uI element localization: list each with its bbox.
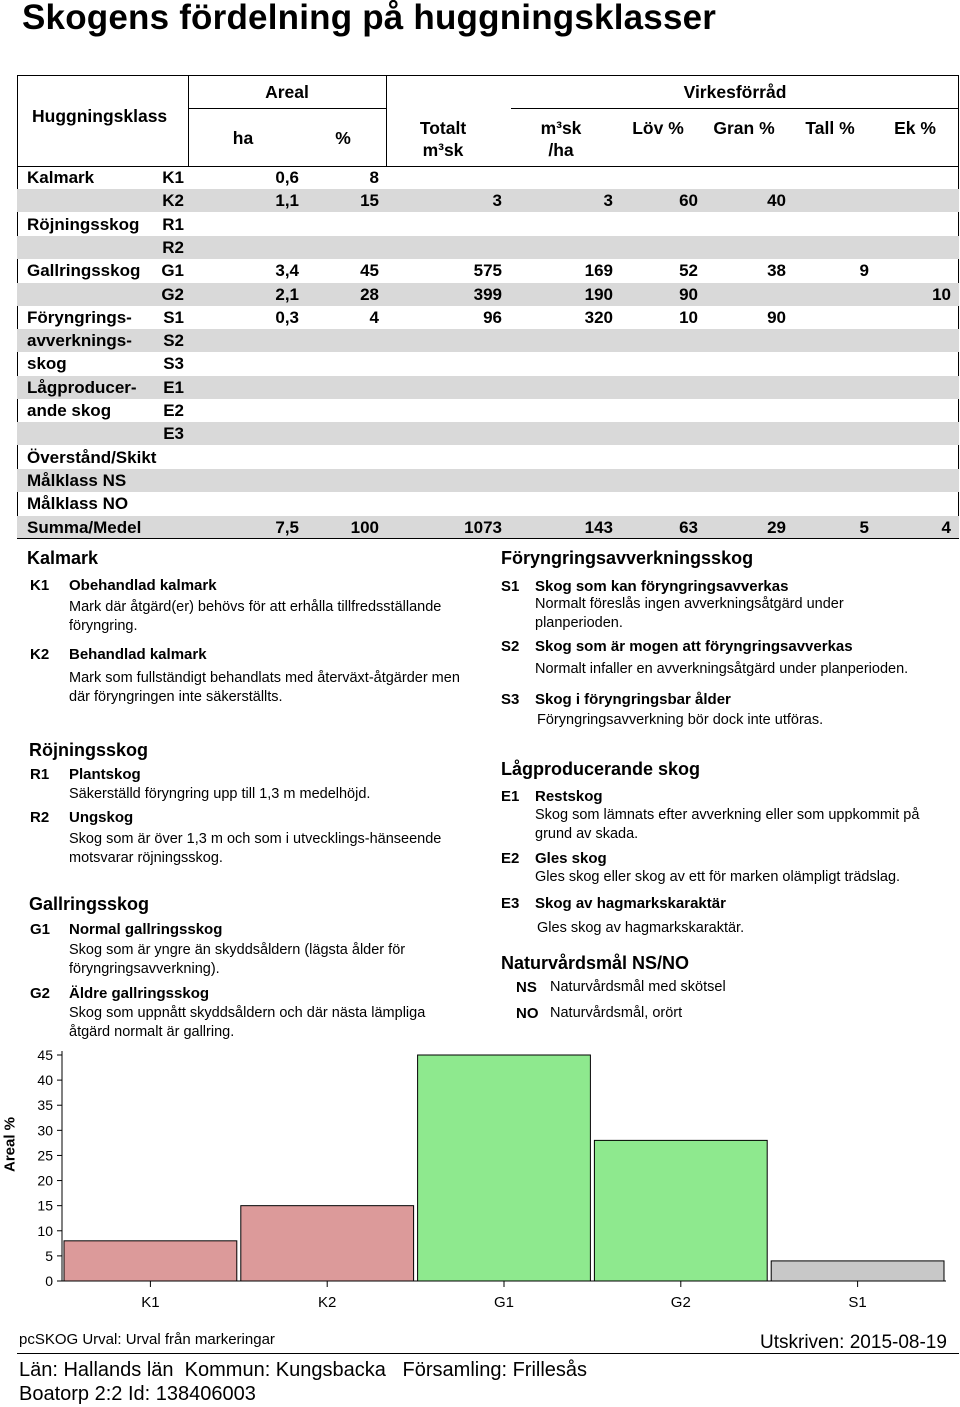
legend-text: Mark som fullständigt behandlats med återväxt-åtgärder men där föryngringen inte säkerställts. xyxy=(69,670,460,705)
y-tick-label: 20 xyxy=(37,1172,53,1189)
table-cell-tall: 9 xyxy=(859,261,869,281)
legend-text: Skog som uppnått skyddsåldern och där nästa lämpliga åtgärd normalt är gallring. xyxy=(69,1005,426,1040)
x-tick-label: K2 xyxy=(318,1294,337,1311)
table-cell-group: Lågproducer- xyxy=(27,377,137,397)
legend-code: R1 xyxy=(30,766,50,783)
header-huggningsklass: Huggningsklass xyxy=(32,106,168,126)
legend-text: Föryngringsavverkning bör dock inte utföras. xyxy=(537,712,824,728)
x-tick-label: G1 xyxy=(493,1294,515,1311)
header-gran: Gran % xyxy=(713,118,775,138)
table-cell-lov: 63 xyxy=(679,517,698,537)
table-cell-m3ha: 190 xyxy=(584,284,613,304)
legend-title: Skog i föryngringsbar ålder xyxy=(535,691,731,708)
legend-code: NO xyxy=(516,1005,539,1022)
table-cell-m3ha: 320 xyxy=(584,307,613,327)
header-totalt: Totalt xyxy=(419,118,467,138)
table-row xyxy=(17,166,959,189)
table-cell-code: E3 xyxy=(163,424,184,444)
table-cell-pct: 100 xyxy=(350,517,379,537)
legend-title: Obehandlad kalmark xyxy=(69,577,217,594)
legend-title: Ungskog xyxy=(69,809,134,826)
table-cell-pct: 8 xyxy=(369,168,379,187)
table-cell-gran: 38 xyxy=(767,261,786,281)
table-row xyxy=(17,492,959,515)
legend-code: K1 xyxy=(30,577,50,594)
legend-text: Skog som är över 1,3 m och som i utvecklings-hänseende motsvarar röjningsskog. xyxy=(69,831,442,866)
legend-text: Gles skog av hagmarkskaraktär. xyxy=(537,920,745,936)
table-cell-pct: 28 xyxy=(360,284,379,304)
footer-program: pcSKOG Urval: Urval från markeringar xyxy=(19,1331,275,1348)
table-cell-code: S2 xyxy=(163,331,184,351)
table-cell-group: Kalmark xyxy=(27,168,95,187)
footer-location: Län: Hallands län Kommun: Kungsbacka Församling: Frillesås xyxy=(19,1359,588,1381)
legend-title: Skog som är mogen att föryngringsavverkas xyxy=(535,638,853,655)
table-cell-m3ha: 3 xyxy=(603,191,613,211)
table-cell-group: skog xyxy=(27,354,67,374)
table-cell-tot: 1073 xyxy=(464,517,502,537)
table-cell-ha: 2,1 xyxy=(275,284,299,304)
table-cell-code: R2 xyxy=(162,237,184,257)
table-cell-code: E2 xyxy=(163,401,184,420)
table-cell-pct: 4 xyxy=(369,307,379,327)
header-areal: Areal xyxy=(265,82,309,102)
table-cell-lov: 52 xyxy=(679,261,698,281)
legend-heading-foryngring: Föryngringsavverkningsskog xyxy=(501,548,754,568)
footer-printed-date: Utskriven: 2015-08-19 xyxy=(760,1332,947,1353)
legend-title: Gles skog xyxy=(535,850,607,867)
legend-title: Restskog xyxy=(535,788,603,805)
header-virkesforrad: Virkesförråd xyxy=(683,82,787,102)
y-tick-label: 35 xyxy=(37,1097,53,1114)
table-cell-group: Målklass NO xyxy=(27,494,129,514)
bar-chart xyxy=(0,1040,960,1320)
table-cell-ha: 0,3 xyxy=(275,307,299,327)
table-cell-group: Föryngrings- xyxy=(27,307,132,327)
table-row xyxy=(17,306,959,329)
y-tick-label: 5 xyxy=(45,1247,53,1264)
table-cell-ek: 10 xyxy=(932,284,951,304)
legend-heading-lagproducerande: Lågproducerande skog xyxy=(501,759,701,779)
legend-text: Naturvårdsmål, orört xyxy=(550,1005,683,1021)
header-tall: Tall % xyxy=(805,118,855,138)
table-cell-ha: 7,5 xyxy=(275,517,299,537)
table-row xyxy=(17,189,959,212)
header-pct: % xyxy=(335,128,351,148)
footer-divider xyxy=(17,1353,959,1354)
legend-heading-gallringsskog: Gallringsskog xyxy=(29,894,150,914)
header-ha: ha xyxy=(232,128,254,148)
table-cell-code: S1 xyxy=(163,307,184,327)
table-cell-group: avverknings- xyxy=(27,331,132,351)
legend-title: Plantskog xyxy=(69,766,141,783)
table-cell-code: R1 xyxy=(162,214,184,234)
table-cell-group: Överstånd/Skikt xyxy=(27,447,157,467)
table-row xyxy=(17,376,959,399)
legend-heading-kalmark: Kalmark xyxy=(27,548,99,568)
table-cell-group: Röjningsskog xyxy=(27,214,140,234)
bar-k1 xyxy=(64,1241,237,1281)
header-m3skha-unit: /ha xyxy=(548,140,574,160)
header-m3skha: m³sk xyxy=(540,118,582,138)
table-row xyxy=(17,329,959,352)
table-cell-gran: 29 xyxy=(767,517,786,537)
table-cell-tall: 5 xyxy=(859,517,869,537)
y-tick-label: 15 xyxy=(37,1197,53,1214)
chart-y-axis-title: Areal % xyxy=(1,1116,19,1173)
table-row xyxy=(17,236,959,259)
table-cell-ha: 0,6 xyxy=(275,168,299,187)
header-ek: Ek % xyxy=(894,118,936,138)
legend-text: Normalt föreslås ingen avverkningsåtgärd under planperioden. xyxy=(535,596,844,631)
legend-code: G1 xyxy=(30,921,51,938)
legend-heading-naturvard: Naturvårdsmål NS/NO xyxy=(501,953,690,973)
legend-title: Skog av hagmarkskaraktär xyxy=(535,895,726,912)
table-cell-group: Målklass NS xyxy=(27,470,127,490)
x-tick-label: S1 xyxy=(848,1294,867,1311)
legend-code: E2 xyxy=(501,850,520,867)
table-cell-group: Gallringsskog xyxy=(27,261,141,281)
table-cell-lov: 60 xyxy=(679,191,698,211)
legend-code: S1 xyxy=(501,578,520,595)
y-tick-label: 45 xyxy=(37,1047,53,1063)
page-title: Skogens fördelning på huggningsklasser xyxy=(22,0,717,37)
table-cell-m3ha: 169 xyxy=(584,261,613,281)
table-row xyxy=(17,422,959,445)
legend-title: Normal gallringsskog xyxy=(69,921,223,938)
table-cell-code: S3 xyxy=(163,354,184,374)
y-tick-label: 40 xyxy=(37,1072,53,1089)
table-cell-ha: 3,4 xyxy=(275,261,299,281)
legend-code: E3 xyxy=(501,895,520,912)
legend-code: S2 xyxy=(501,638,520,655)
legend-text: Skog som är yngre än skyddsåldern (lägsta ålder för föryngringsavverkning). xyxy=(69,942,406,977)
table-cell-pct: 15 xyxy=(360,191,379,211)
table-cell-ek: 4 xyxy=(941,517,951,537)
footer-property: Boatorp 2:2 Id: 138406003 xyxy=(19,1383,256,1405)
legend-text: Normalt infaller en avverkningsåtgärd under planperioden. xyxy=(535,661,909,677)
table-row xyxy=(17,352,959,375)
table-cell-ha: 1,1 xyxy=(275,191,299,211)
table-cell-code: G1 xyxy=(161,261,184,281)
table-cell-tot: 399 xyxy=(473,284,502,304)
table-cell-code: E1 xyxy=(163,377,184,397)
table-cell-group: ande skog xyxy=(27,401,112,420)
legend-title: Behandlad kalmark xyxy=(69,646,207,663)
table-header xyxy=(17,75,959,167)
table-row xyxy=(17,446,959,469)
table-cell-code: G2 xyxy=(161,284,184,304)
x-tick-label: G2 xyxy=(670,1294,691,1311)
legend-code: NS xyxy=(516,979,537,996)
table-cell-lov: 90 xyxy=(679,284,698,304)
table-cell-gran: 90 xyxy=(767,307,786,327)
legend-title: Skog som kan föryngringsavverkas xyxy=(535,578,789,595)
header-totalt-unit: m³sk xyxy=(422,140,464,160)
legend-text: Säkerställd föryngring upp till 1,3 m medelhöjd. xyxy=(69,786,371,802)
legend-code: S3 xyxy=(501,691,520,708)
bar-k2 xyxy=(241,1206,414,1281)
table-cell-tot: 575 xyxy=(473,261,502,281)
table-cell-group: Summa/Medel xyxy=(27,517,142,537)
bar-s1 xyxy=(771,1261,944,1281)
table-cell-code: K2 xyxy=(162,191,184,211)
table-row xyxy=(17,469,959,492)
legend-code: K2 xyxy=(30,646,50,663)
bar-g2 xyxy=(594,1140,767,1281)
table-cell-code: K1 xyxy=(162,168,184,187)
table-row xyxy=(17,399,959,422)
table-cell-m3ha: 143 xyxy=(584,517,613,537)
legend-heading-rojningsskog: Röjningsskog xyxy=(29,740,149,760)
table-row xyxy=(17,516,959,539)
legend-text: Gles skog eller skog av ett för marken olämpligt trädslag. xyxy=(535,869,901,885)
y-tick-label: 25 xyxy=(37,1147,53,1164)
table-cell-tot: 3 xyxy=(492,191,502,211)
table-cell-lov: 10 xyxy=(679,307,698,327)
header-lov: Löv % xyxy=(632,118,684,138)
table-row xyxy=(17,283,959,306)
legend-code: E1 xyxy=(501,788,520,805)
table-row xyxy=(17,259,959,282)
table-cell-tot: 96 xyxy=(483,307,502,327)
y-tick-label: 10 xyxy=(37,1222,53,1239)
bar-g1 xyxy=(418,1055,591,1281)
table-row xyxy=(17,213,959,236)
table-cell-pct: 45 xyxy=(360,261,379,281)
legend-code: G2 xyxy=(30,985,51,1002)
y-tick-label: 0 xyxy=(45,1273,53,1289)
legend-text: Skog som lämnats efter avverkning eller som uppkommit på grund av skada. xyxy=(535,807,920,842)
legend-text: Mark där åtgärd(er) behövs för att erhålla tillfredsställande föryngring. xyxy=(69,599,442,634)
legend-title: Äldre gallringsskog xyxy=(69,985,210,1002)
table-cell-gran: 40 xyxy=(767,191,786,211)
y-tick-label: 30 xyxy=(37,1122,53,1139)
x-tick-label: K1 xyxy=(141,1294,160,1311)
legend-text: Naturvårdsmål med skötsel xyxy=(550,979,726,995)
legend-code: R2 xyxy=(30,809,50,826)
